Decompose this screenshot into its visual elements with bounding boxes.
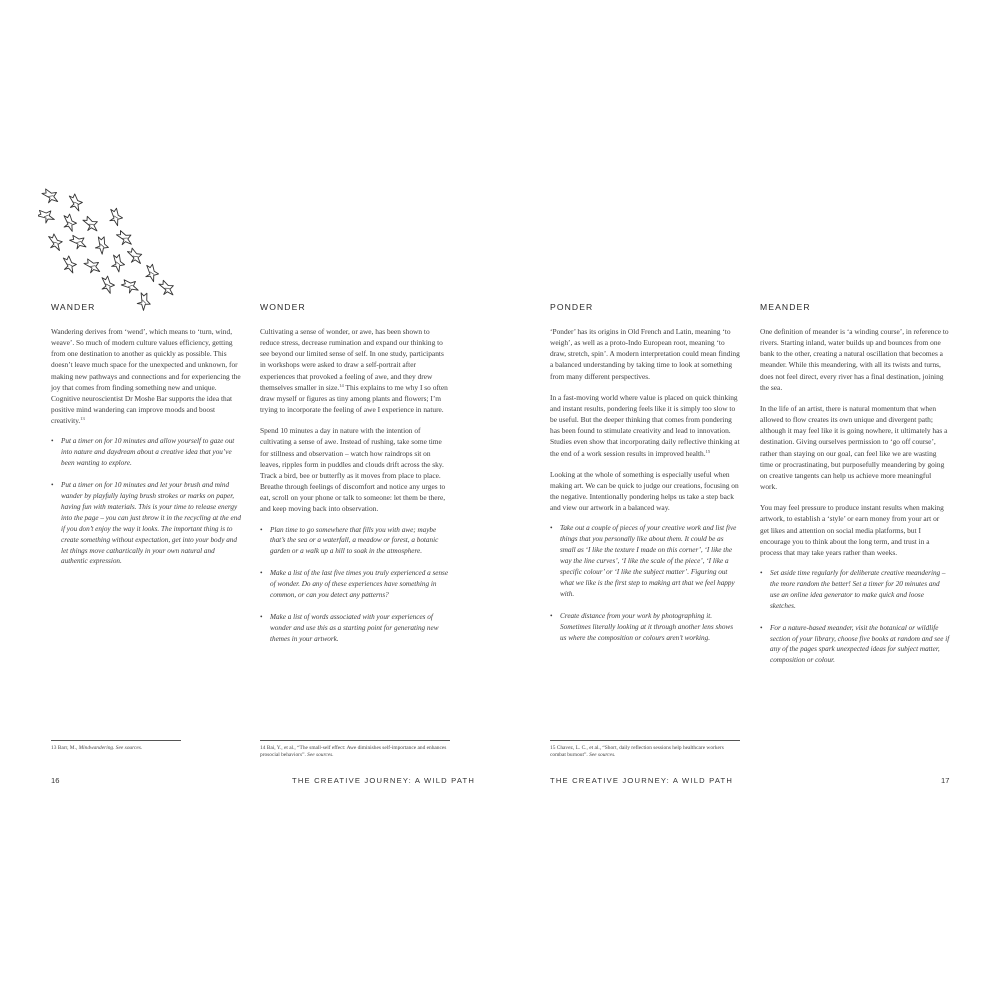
wonder-paragraph-2: Spend 10 minutes a day in nature with the intention of cultivating a sense of awe. Instead of rushing, take some time for stillness and observation – watch how raindrops sit on leaves, ripples form in puddles and clouds drift across the sky. Track a bird, bee or butterfly as it moves from place to place. Breathe through feelings of discomfort and notice any urges to eat, scroll on your phone or talk to someone: let them be there, and keep moving back into observation. [260,426,446,514]
footnote-14 [260,745,450,759]
ponder-tips-list [550,523,740,643]
meander-tip-1: • Set aside time regularly for deliberate creative meandering – the more random the better! Set a timer for 20 minutes and use an online idea generator to make quick and loose sketches. [760,568,950,612]
section-meander [760,302,950,677]
footnote-rule-middle-right [550,740,740,741]
wonder-paragraph-1-text-cont: This explains to me why I so often draw myself or figures as tiny among plants and flowers; I’m trying to incorporate the feeling of awe I experience in nature. [260,382,448,415]
section-heading-meander: MEANDER [760,302,811,312]
ponder-tip-1: • Take out a couple of pieces of your creative work and list five things that you personally like about them. It could be as small as ‘I like the texture I made on this corner’, ‘I like the way the line curves’, ‘I like the scale of the piece’, ‘I like a specific colour’ or ‘I like the subject matter’. Figuring out what we like is the first step to making art that we feel happy with. [550,523,740,599]
footnote-ref-15: 15 [705,448,711,454]
wonder-paragraph-1-text: Cultivating a sense of wonder, or awe, has been shown to reduce stress, decrease rumination and expand our thinking to see beyond our limited sense of self. In one study, participants in workshops were asked to draw a self-portrait after experiences that provoked a feeling of awe, and they drew themselves smaller in size. [260,327,444,392]
wonder-tips-list [260,525,450,645]
flock-of-birds-illustration [38,186,198,311]
footnote-15 [550,745,725,759]
footnote-13-text: 13 Barr, M., [51,745,79,751]
section-wander [51,302,241,578]
section-heading-ponder: PONDER [550,302,594,312]
wander-tips-list [51,436,241,567]
wonder-paragraph-1 [260,326,450,415]
wander-tip-1: • Put a timer on for 10 minutes and allow yourself to gaze out into nature and daydream about a creative idea that you’ve been wanting to explore. [51,436,241,469]
ponder-paragraph-3: Looking at the whole of something is especially useful when making art. We can be quick to judge our creations, focusing on the negative. Intentionally pondering helps us take a step back and view our artwork in a balanced way. [550,469,739,513]
footnote-rule-middle-left [260,740,450,741]
ponder-paragraph-2-text: In a fast-moving world where value is placed on quick thinking and instant results, pondering feels like it is simply too slow to be useful. But the deeper thinking that comes from pondering has been found to stimulate creativity and lead to innovation. Studies even show that incorporating daily reflective thinking at the end of a work session results in improved health. [550,392,740,458]
running-head-left: THE CREATIVE JOURNEY: A WILD PATH [292,776,476,785]
running-head-right: THE CREATIVE JOURNEY: A WILD PATH [550,776,734,785]
meander-paragraph-3: You may feel pressure to produce instant results when making artwork, to establish a ‘style’ or earn money from your art or get likes and attention on social media platforms, but I encourage you to think about the long term, and trust in a process that may take years rather than weeks. [760,503,944,557]
section-heading-wonder: WONDER [260,302,306,312]
footnote-ref-13: 13 [80,416,85,422]
wonder-tip-2: • Make a list of the last five times you truly experienced a sense of wonder. Do any of these experiences have something in common, or can you detect any patterns? [260,568,450,601]
wonder-tip-3: • Make a list of words associated with your experiences of wonder and use this as a starting point for generating new themes in your artwork. [260,612,450,645]
meander-paragraph-1: One definition of meander is ‘a winding course’, in reference to rivers. Starting inland, water builds up and bounces from one bank to the other, creating a natural oscillation that becomes a meander. While this meandering, with all its twists and turns, does not feel direct, every river has a final destination, joining the sea. [760,327,949,392]
footnote-14-italic: See sources. [307,752,334,759]
meander-tip-2: • For a nature-based meander, visit the botanical or wildlife section of your library, choose five books at random and see if any of the pages spark unexpected ideas for subject matter, composition or colour. [760,623,950,667]
footnote-rule-left [51,740,181,741]
section-ponder [550,302,740,654]
wonder-tip-1: • Plan time to go somewhere that fills you with awe; maybe that’s the sea or a waterfall, a meadow or forest, a botanic garden or a walk up a hill to soak in the atmosphere. [260,525,450,558]
ponder-paragraph-1: ‘Ponder’ has its origins in Old French and Latin, meaning ‘to weigh’, as well as a proto-Indo European root, meaning ‘to draw, stretch, spin’. A modern interpretation could mean finding a balanced understanding by taking time to look at something from many different perspectives. [550,327,740,381]
section-heading-wander: WANDER [51,302,96,312]
bird-flock-group [38,186,175,311]
page-number-left: 16 [51,776,60,785]
footnote-13-italic: Mindwandering. See sources. [78,745,143,751]
footnote-14-text: 14 Bai, Y., et al., “The small-self effect: Awe diminishes self-importance and enhances prosocial behaviors”. [260,745,447,759]
ponder-paragraph-2 [550,392,740,459]
wander-tip-2: • Put a timer on for 10 minutes and let your brush and mind wander by playfully laying brush strokes or marks on paper, having fun with materials. This is your time to release energy into the page – you can just throw it in the recycling at the end if you don’t enjoy the way it looks. The important thing is to create something without expectation, get into your body and let things move cathartically in your own natural and authentic expression. [51,480,241,567]
meander-tips-list [760,568,950,666]
wander-paragraph-1-text: Wandering derives from ‘wend’, which means to ‘turn, wind, weave’. So much of modern culture values efficiency, getting from one destination to another as quickly as possible. This doesn’t leave much space for the unexpected and unknown, for making new pathways and connections and for experiencing the joy that comes from finding something new and unique. Cognitive neuroscientist Dr Moshe Bar supports the idea that positive mind wandering can improve moods and boost creativity. [51,327,241,426]
footnote-15-text: 15 Chavez, L. C., et al., “Short, daily reflection sessions help healthcare workers combat burnout”. [550,745,724,759]
footnote-15-italic: See sources. [589,752,616,759]
ponder-tip-2: • Create distance from your work by photographing it. Sometimes literally looking at it through another lens shows us where the composition or colours aren’t working. [550,611,740,644]
meander-paragraph-2: In the life of an artist, there is natural momentum that when allowed to flow creates its own unique and divergent path; although it may feel like it is going nowhere, it ultimately has a destination. Giving ourselves permission to ‘go off course’, rather than staying on our goal, can feel like we are wasting time or procrastinating, but purposefully meandering by going on creative tangents can help us achieve more meaningful work. [760,403,948,492]
page-number-right: 17 [941,776,950,785]
wander-paragraph-1 [51,326,241,426]
footnote-ref-14: 14 [339,382,344,388]
section-wonder [260,302,450,656]
footnote-13 [51,745,241,752]
